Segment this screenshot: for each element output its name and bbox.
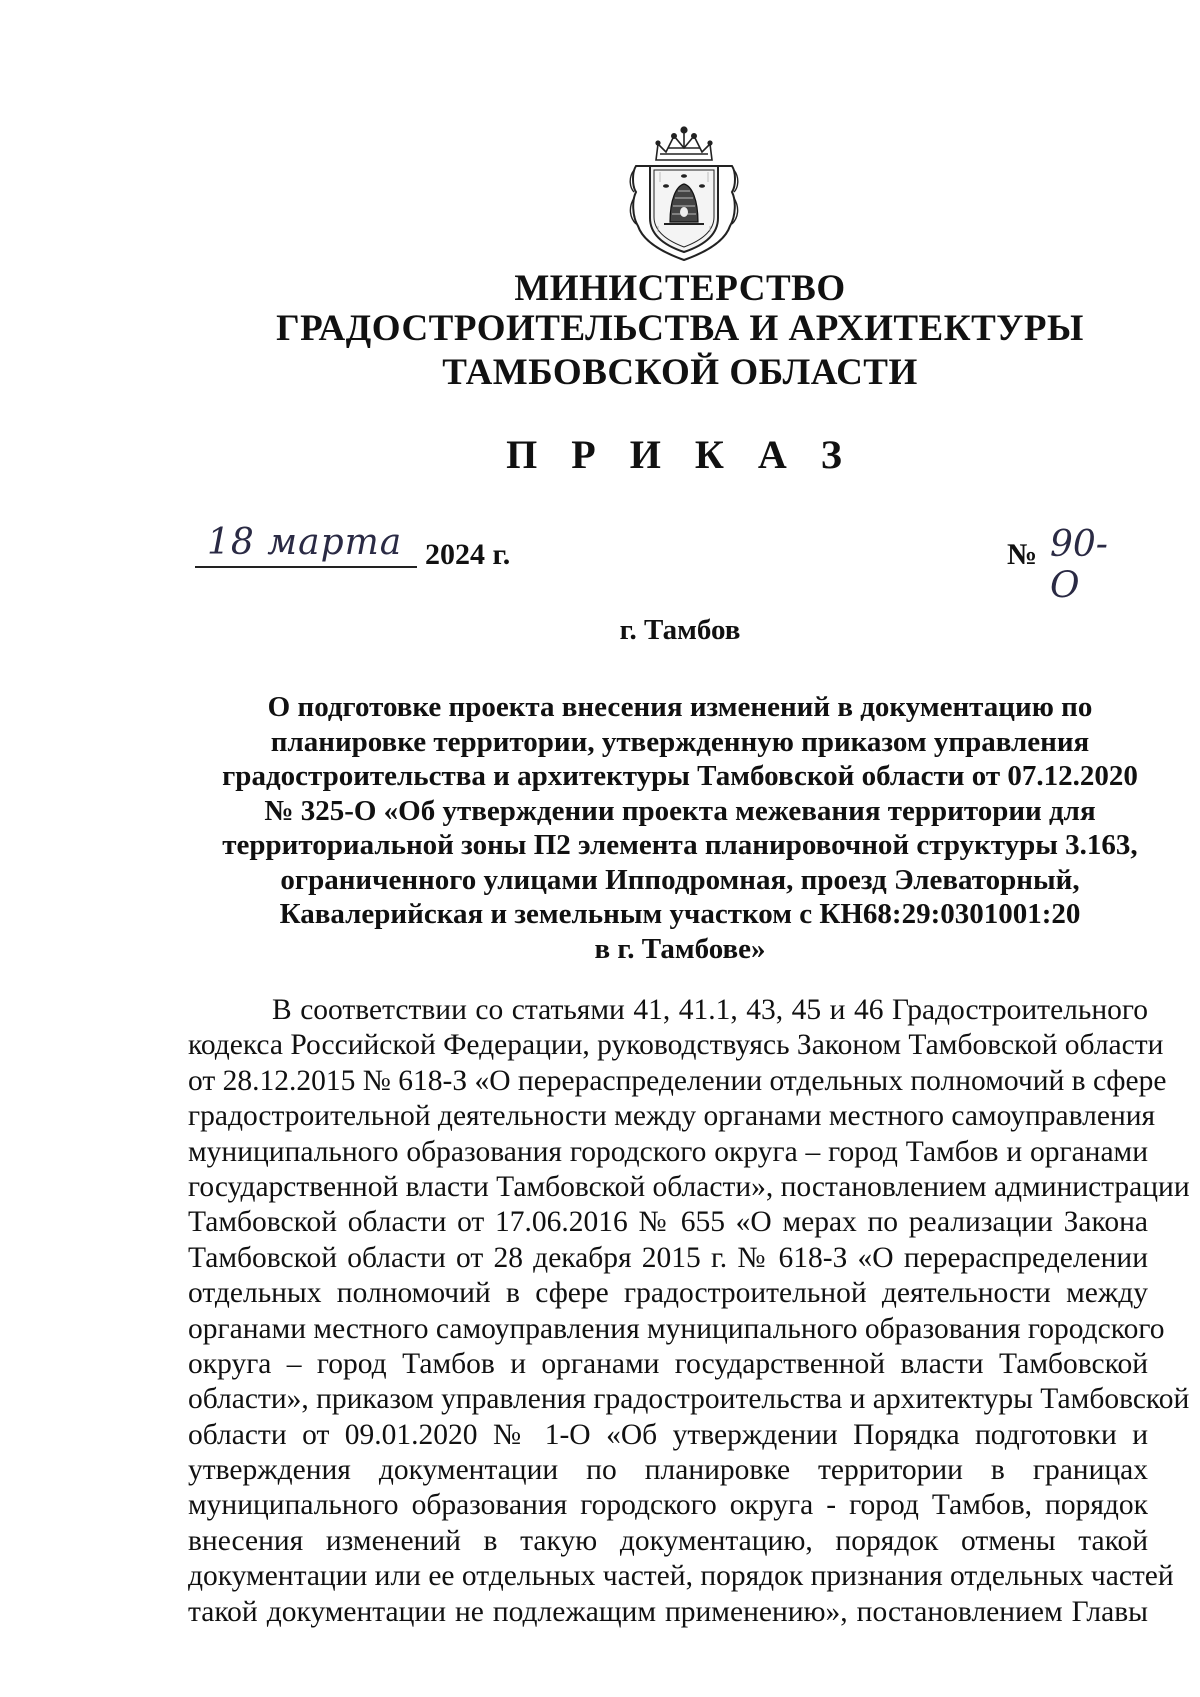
handwritten-date: 18 марта	[207, 522, 403, 563]
body-line: кодекса Российской Федерации, руководствуясь Законом Тамбовской области	[188, 1029, 1164, 1062]
ministry-heading-line-1: МИНИСТЕРСТВО	[514, 268, 846, 309]
order-subject	[0, 690, 1200, 966]
date-year: 2024 г.	[425, 538, 511, 571]
body-line: документации или ее отдельных частей, порядок признания отдельных частей	[188, 1560, 1174, 1593]
subject-line: в г. Тамбове»	[594, 932, 766, 965]
body-line: отдельных полномочий в сфере градостроительной деятельности между	[188, 1277, 1148, 1310]
body-line: градостроительной деятельности между органами местного самоуправления	[188, 1100, 1156, 1133]
body-line: от 28.12.2015 № 618-З «О перераспределении отдельных полномочий в сфере	[188, 1064, 1167, 1097]
body-line: утверждения документации по планировке территории в границах	[188, 1454, 1148, 1487]
subject-line: Кавалерийская и земельным участком с КН68:29:0301001:20	[279, 898, 1081, 930]
body-line: органами местного самоуправления муниципального образования городского	[188, 1312, 1165, 1345]
document-title: П Р И К А З	[506, 432, 854, 477]
subject-line: О подготовке проекта внесения изменений в документацию по	[267, 691, 1093, 723]
body-line: государственной власти Тамбовской области», постановлением администрации	[188, 1170, 1190, 1203]
city-line: г. Тамбов	[619, 614, 741, 646]
date-number-row	[195, 522, 1135, 606]
body-line: области», приказом управления градостроительства и архитектуры Тамбовской	[188, 1383, 1190, 1416]
number-sign: №	[1007, 538, 1038, 571]
order-body	[188, 993, 1190, 1630]
tambov-coat-of-arms-icon	[628, 126, 740, 262]
date-underline	[195, 566, 417, 568]
body-line: округа – город Тамбов и органами государственной власти Тамбовской	[188, 1347, 1148, 1380]
ministry-heading-line-2: ГРАДОСТРОИТЕЛЬСТВА И АРХИТЕКТУРЫ	[276, 308, 1084, 349]
body-line: внесения изменений в такую документацию, порядок отмены такой	[188, 1524, 1148, 1557]
handwritten-order-number: 90-О	[1050, 524, 1108, 606]
body-line: В соответствии со статьями 41, 41.1, 43, 45 и 46 Градостроительного	[272, 994, 1148, 1026]
subject-line: ограниченного улицами Ипподромная, проезд Элеваторный,	[280, 863, 1080, 896]
body-line: муниципального образования городского округа - город Тамбов, порядок	[188, 1489, 1148, 1522]
subject-line: градостроительства и архитектуры Тамбовской области от 07.12.2020	[222, 760, 1138, 792]
body-line: такой документации не подлежащим применению», постановлением Главы	[188, 1595, 1148, 1628]
ministry-heading-line-3: ТАМБОВСКОЙ ОБЛАСТИ	[442, 352, 918, 393]
body-line: области от 09.01.2020 № 1-О «Об утверждении Порядка подготовки и	[188, 1418, 1148, 1451]
subject-line: планировке территории, утвержденную приказом управления	[270, 725, 1090, 758]
body-line: муниципального образования городского округа – город Тамбов и органами	[188, 1135, 1148, 1168]
body-line: Тамбовской области от 28 декабря 2015 г. № 618-З «О перераспределении	[188, 1241, 1148, 1274]
subject-line: территориальной зоны П2 элемента планировочной структуры 3.163,	[222, 829, 1138, 861]
subject-line: № 325-О «Об утверждении проекта межевания территории для	[264, 794, 1096, 827]
body-line: Тамбовской области от 17.06.2016 № 655 «О мерах по реализации Закона	[188, 1206, 1148, 1239]
